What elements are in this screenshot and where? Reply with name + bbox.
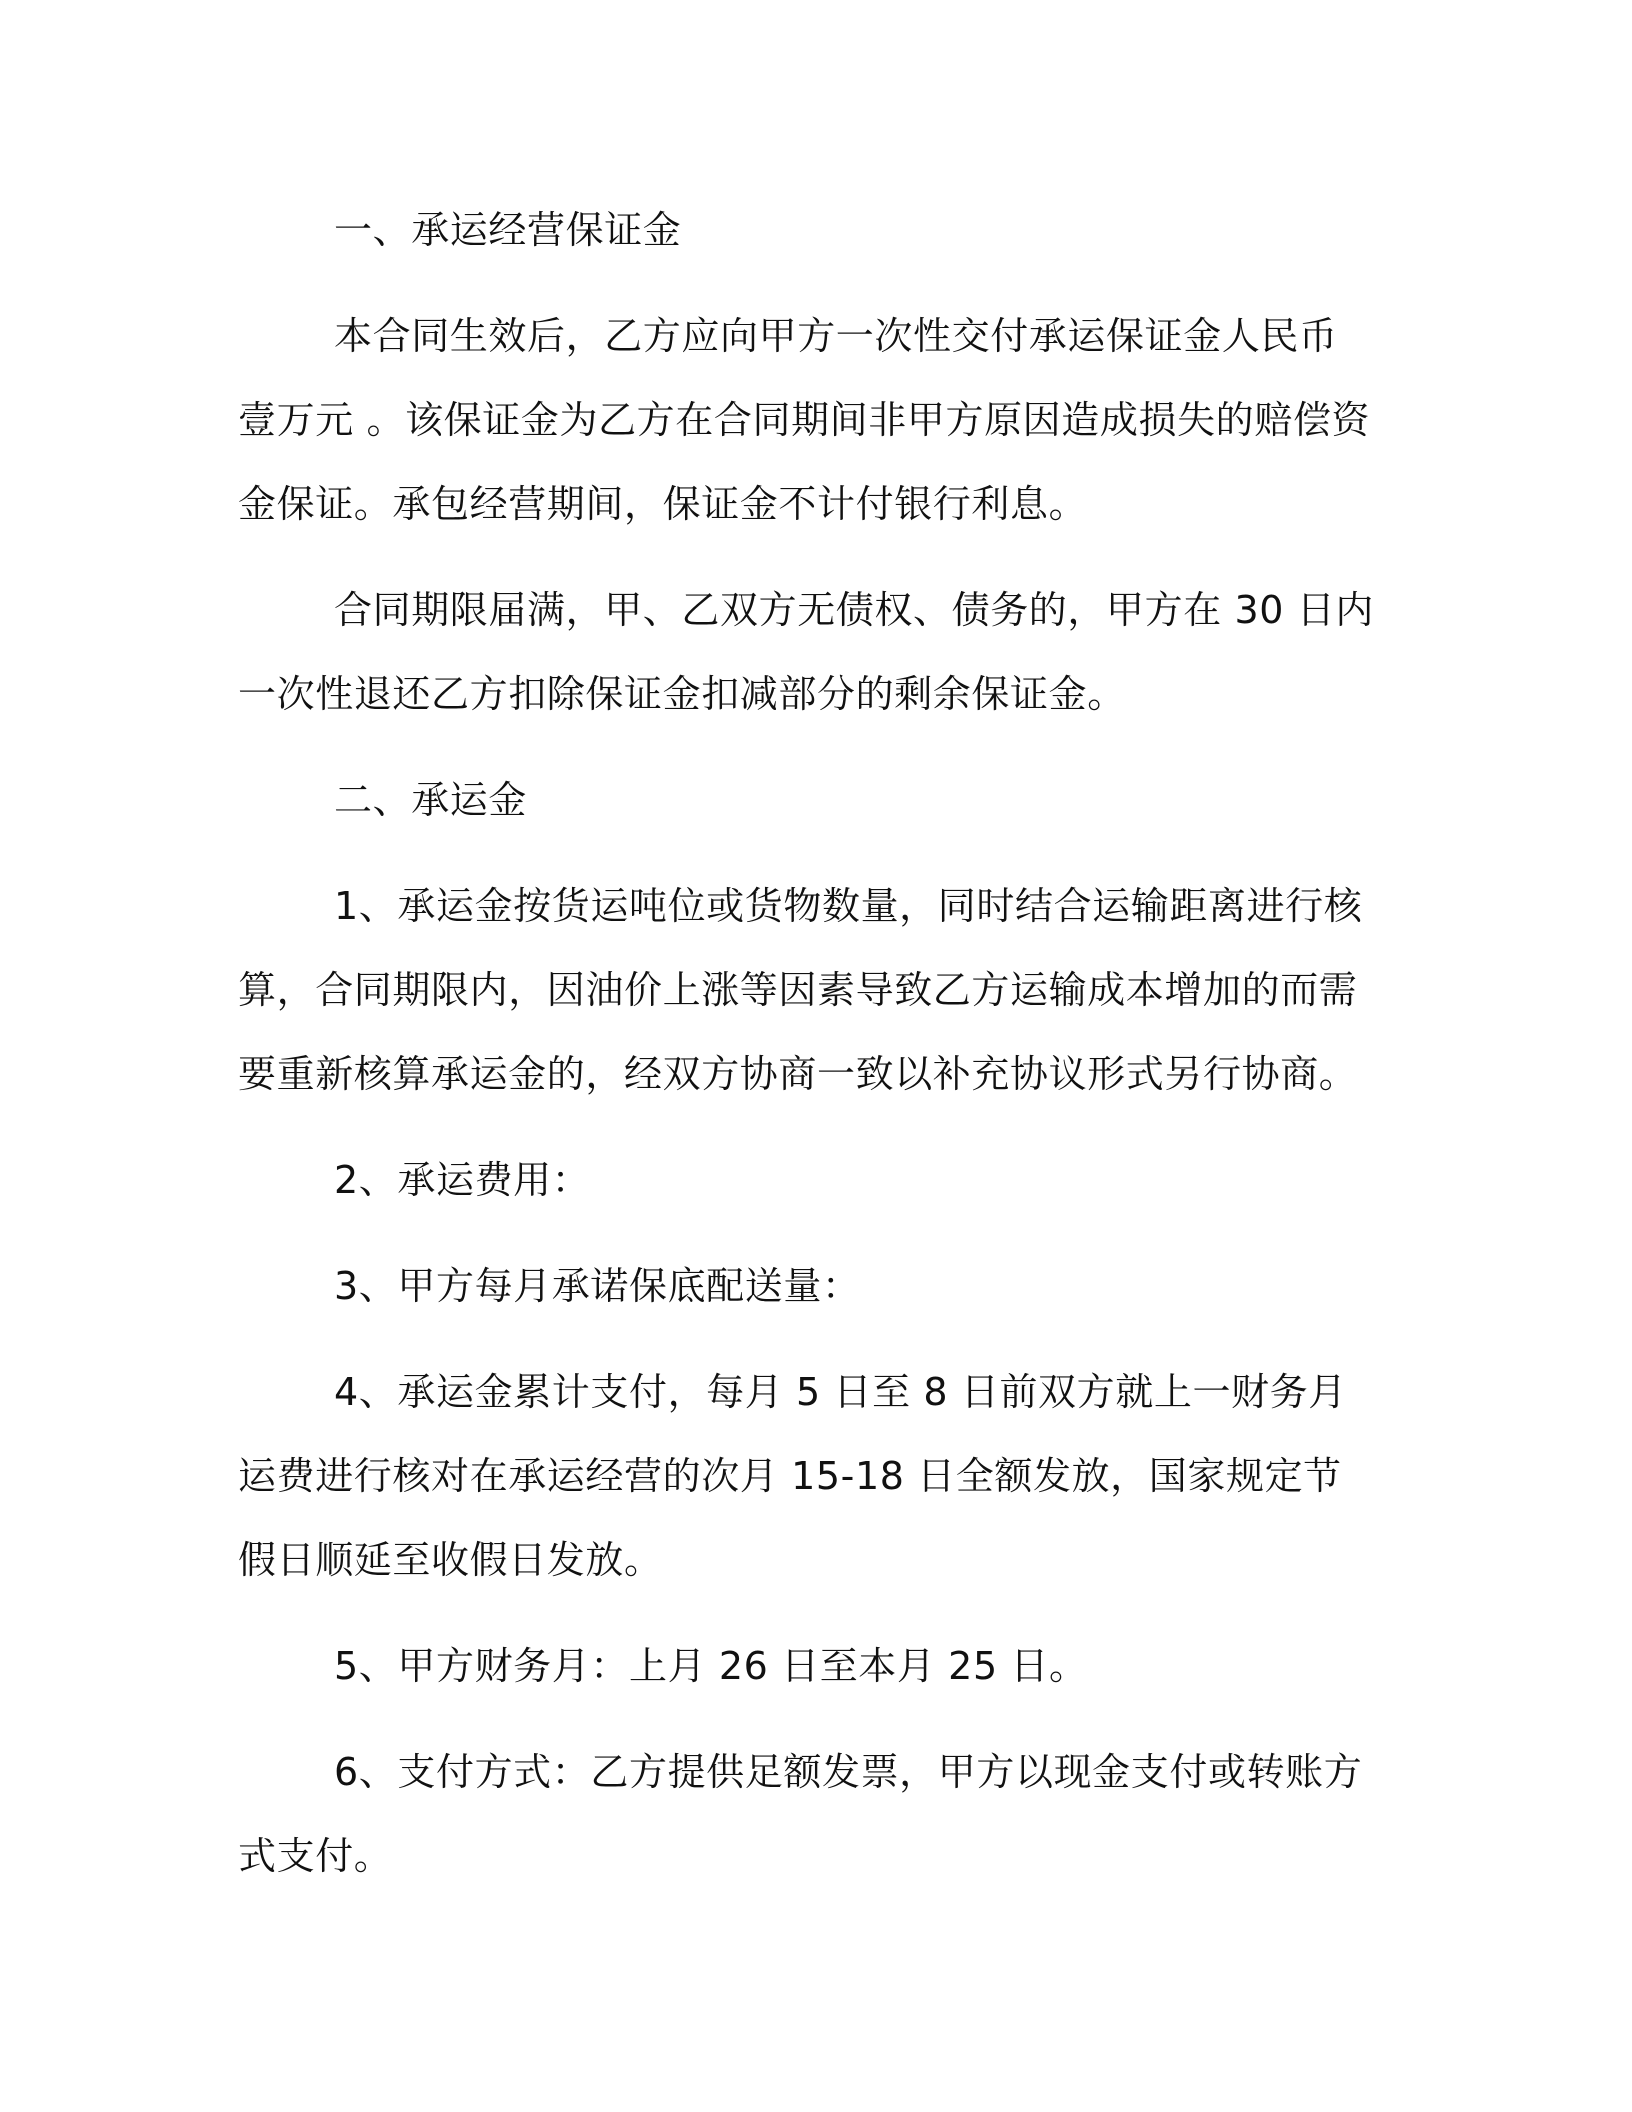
section-heading-security-deposit: 一、承运经营保证金 (334, 208, 682, 252)
clause-3-minimum-volume: 3、甲方每月承诺保底配送量： (334, 1264, 861, 1308)
paragraph-deposit-payment: 本合同生效后，乙方应向甲方一次性交付承运保证金人民币 壹万元 。该保证金为乙方在合同期间非甲方原因造成损失的赔偿资金保证。承包经营期间，保证金不计付银行利息。 (238, 314, 1371, 526)
clause-5-financial-month: 5、甲方财务月：上月 26 日至本月 25 日。 (334, 1644, 1088, 1688)
clause-2-freight-fee: 2、承运费用： (334, 1158, 591, 1202)
paragraph-deposit-refund: 合同期限届满，甲、乙双方无债权、债务的，甲方在 30 日内一次性退还乙方扣除保证金扣减部分的剩余保证金。 (238, 588, 1374, 716)
document-body (238, 188, 1378, 1898)
section-heading-freight: 二、承运金 (334, 778, 528, 822)
clause-1-freight-calculation: 1、承运金按货运吨位或货物数量，同时结合运输距离进行核算，合同期限内，因油价上涨等因素导致乙方运输成本增加的而需要重新核算承运金的，经双方协商一致以补充协议形式另行协商。 (238, 884, 1363, 1096)
clause-6-payment-method: 6、支付方式：乙方提供足额发票，甲方以现金支付或转账方式支付。 (238, 1750, 1363, 1878)
clause-4-payment-schedule: 4、承运金累计支付，每月 5 日至 8 日前双方就上一财务月运费进行核对在承运经营的次月 15-18 日全额发放，国家规定节假日顺延至收假日发放。 (238, 1370, 1347, 1582)
